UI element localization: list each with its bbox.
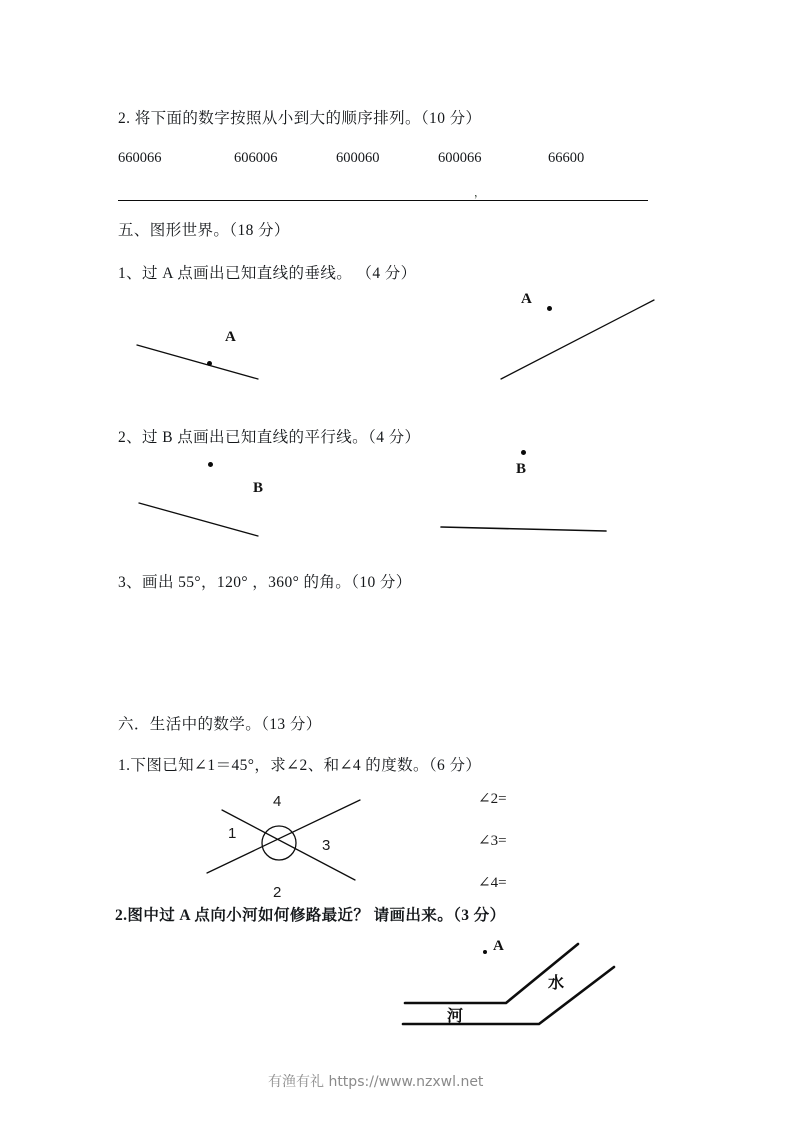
section-five-heading: 五、图形世界。（18 分） [118,222,290,239]
section-six-q1-prompt: 1.下图已知∠1＝45°，求∠2、和∠4 的度数。（6 分） [118,757,482,774]
section-six-q2-prompt: 2.图中过 A 点向小河如何修路最近？ 请画出来。（3 分） [115,907,506,924]
river-far-bank [403,967,614,1024]
sort-number-2: 606006 [234,150,278,166]
sort-number-5: 66600 [548,150,585,166]
question-sort-prompt: 2. 将下面的数字按照从小到大的顺序排列。（10 分） [118,110,482,127]
section-five-q1-prompt: 1、过 A 点画出已知直线的垂线。 （4 分） [118,265,417,282]
q2-left-label-b: B [253,480,264,496]
angle-answer-3: ∠3= [478,833,507,849]
angle-answer-4: ∠4= [478,875,507,891]
angle-number-2: 2 [273,884,282,901]
footer-watermark: 有渔有礼 https://www.nzxwl.net [268,1074,484,1090]
answer-line-mark: ， [474,187,485,199]
sort-number-1: 660066 [118,150,162,166]
sort-number-3: 600060 [336,150,380,166]
angle-answer-2: ∠2= [478,791,507,807]
section-five-q3-prompt: 3、画出 55°，120° ，360° 的角。（10 分） [118,574,412,591]
q1-left-label-a: A [225,329,236,345]
q2-right-label-b: B [516,461,527,477]
section-six-heading: 六．生活中的数学。（13 分） [118,716,322,733]
river-label-shui: 水 [548,973,565,992]
sort-number-4: 600066 [438,150,482,166]
angle-number-3: 3 [322,837,331,854]
river-label-a: A [493,938,504,954]
angle-number-1: 1 [228,825,237,842]
river-label-he: 河 [447,1006,464,1025]
section-five-q2-prompt: 2、过 B 点画出已知直线的平行线。（4 分） [118,429,421,446]
angle-number-4: 4 [273,793,282,810]
q1-right-label-a: A [521,291,532,307]
